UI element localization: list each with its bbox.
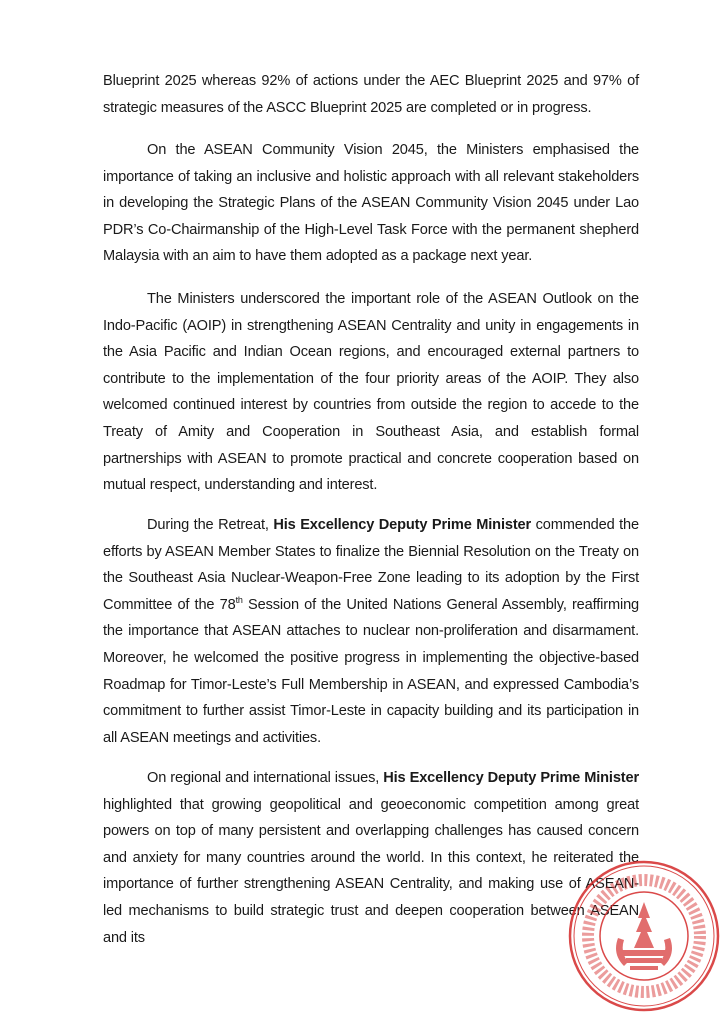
paragraph-4-bold: His Excellency Deputy Prime Minister [273,517,532,533]
paragraph-5-lead: On regional and international issues, [147,770,384,786]
paragraph-4-text-b: Session of the United Nations General Assembly, reaffirming the importance that ASEAN attaches to nuclear non-proliferation and disarmament. Moreover, he welcomed the positive progress in implementing the objective-based Roadmap for Timor-Leste’s Full Membership in ASEAN, and expressed Cambodia’s commitment to further assist Timor-Leste in capacity building and its participation in all ASEAN meetings and activities. [103,596,639,746]
paragraph-1 [103,68,639,121]
paragraph-1-text: Blueprint 2025 whereas 92% of actions under the AEC Blueprint 2025 and 97% of strategic measures of the ASCC Blueprint 2025 are completed or in progress. [103,73,639,116]
paragraph-3 [103,286,639,499]
paragraph-3-text: The Ministers underscored the important role of the ASEAN Outlook on the Indo-Pacific (AOIP) in strengthening ASEAN Centrality and unity in engagements in the Asia Pacific and Indian Ocean regions, and encouraged external partners to contribute to the implementation of the four priority areas of the AOIP. They also welcomed continued interest by countries from outside the region to accede to the Treaty of Amity and Cooperation in Southeast Asia, and establish formal partnerships with ASEAN to promote practical and concrete cooperation based on mutual respect, understanding and interest. [103,291,639,494]
paragraph-4-text-a: commended the efforts by ASEAN Member States to finalize the Biennial Resolution on the Treaty on the Southeast Asia Nuclear-Weapon-Free Zone leading to its adoption by the First Committee of the 78 [103,517,639,613]
official-seal-icon [566,858,722,1014]
paragraph-5-text: highlighted that growing geopolitical and geoeconomic competition among great powers on top of many persistent and overlapping challenges has caused concern and anxiety for many countries around the world. In this context, he reiterated the importance of further strengthening ASEAN Centrality, and making use of ASEAN-led mechanisms to build strategic trust and deepen cooperation between ASEAN and its [103,796,639,946]
paragraph-5 [103,765,639,951]
paragraph-5-bold: His Excellency Deputy Prime Minister [383,770,639,786]
paragraph-4-lead: During the Retreat, [147,517,274,533]
paragraph-4 [103,512,639,751]
paragraph-2 [103,137,639,270]
paragraph-2-text: On the ASEAN Community Vision 2045, the Ministers emphasised the importance of taking an inclusive and holistic approach with all relevant stakeholders in developing the Strategic Plans of the ASEAN Community Vision 2045 under Lao PDR’s Co-Chairmanship of the High-Level Task Force with the permanent shepherd Malaysia with an aim to have them adopted as a package next year. [103,142,639,265]
paragraph-4-sup: th [235,594,243,605]
